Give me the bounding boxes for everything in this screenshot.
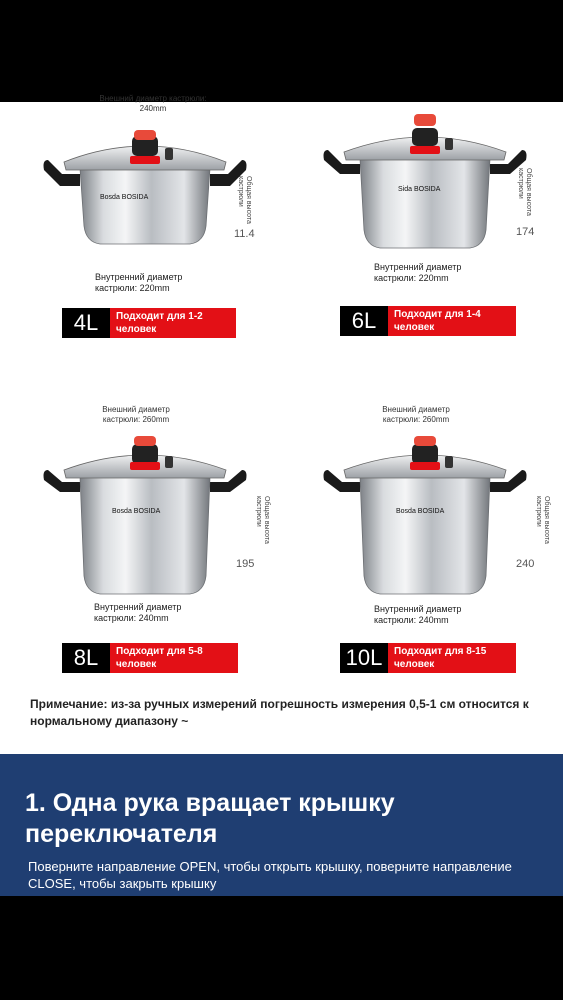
- serves-label: Подходит для 1-2 человек: [110, 308, 236, 338]
- height-caption: Общая высота кастрюли: [535, 496, 550, 544]
- pressure-cooker-image: [40, 110, 250, 260]
- banner-subtitle: Поверните направление OPEN, чтобы открыть крышку, поверните направление CLOSE, чтобы закрыть крышку: [28, 859, 512, 891]
- brand-label: Bosda BOSIDA: [100, 194, 149, 201]
- brand-label: Bosda BOSIDA: [112, 508, 161, 515]
- measurement-note: Примечание: из-за ручных измерений погрешность измерения 0,5-1 см относится к нормальному диапазону ~: [30, 697, 529, 728]
- volume-label: 4L: [62, 308, 110, 338]
- pressure-cooker-image: [320, 110, 530, 260]
- volume-label: 6L: [340, 306, 388, 336]
- volume-label: 10L: [340, 643, 388, 673]
- volume-tag: [62, 308, 236, 338]
- height-value: 240: [516, 558, 535, 570]
- feature-banner: [0, 754, 563, 896]
- outer-diameter-label: Внешний диаметр кастрюли: 260mm: [382, 405, 450, 424]
- serves-label: Подходит для 8-15 человек: [388, 643, 516, 673]
- outer-diameter-label: Внешний диаметр кастрюли: 260mm: [102, 405, 170, 424]
- height-caption: Общая высота кастрюли: [517, 168, 532, 216]
- pot-4l: [40, 110, 250, 260]
- volume-tag: [340, 306, 516, 336]
- volume-tag: [62, 643, 238, 673]
- volume-tag: [340, 643, 516, 673]
- inner-diameter-label: Внутренний диаметр кастрюли: 220mm: [374, 262, 462, 283]
- volume-label: 8L: [62, 643, 110, 673]
- brand-label: Sida BOSIDA: [398, 186, 441, 193]
- height-value: 195: [236, 558, 255, 570]
- brand-label: Bosda BOSIDA: [396, 508, 445, 515]
- pot-10l: [320, 430, 530, 600]
- banner-title: 1. Одна рука вращает крышку переключателя: [25, 789, 395, 848]
- pot-8l: [40, 430, 250, 600]
- height-caption: Общая высота кастрюли: [237, 176, 252, 224]
- pressure-cooker-image: [40, 430, 250, 600]
- outer-diameter-label: Внешний диаметр кастрюли: 240mm: [99, 94, 207, 113]
- height-value: 11.4: [234, 228, 255, 240]
- serves-label: Подходит для 1-4 человек: [388, 306, 516, 336]
- pot-6l: [320, 110, 530, 260]
- height-caption: Общая высота кастрюли: [255, 496, 270, 544]
- height-value: 174: [516, 226, 535, 238]
- serves-label: Подходит для 5-8 человек: [110, 643, 238, 673]
- pressure-cooker-image: [320, 430, 530, 600]
- inner-diameter-label: Внутренний диаметр кастрюли: 240mm: [374, 604, 462, 625]
- inner-diameter-label: Внутренний диаметр кастрюли: 220mm: [95, 272, 183, 293]
- inner-diameter-label: Внутренний диаметр кастрюли: 240mm: [94, 602, 182, 623]
